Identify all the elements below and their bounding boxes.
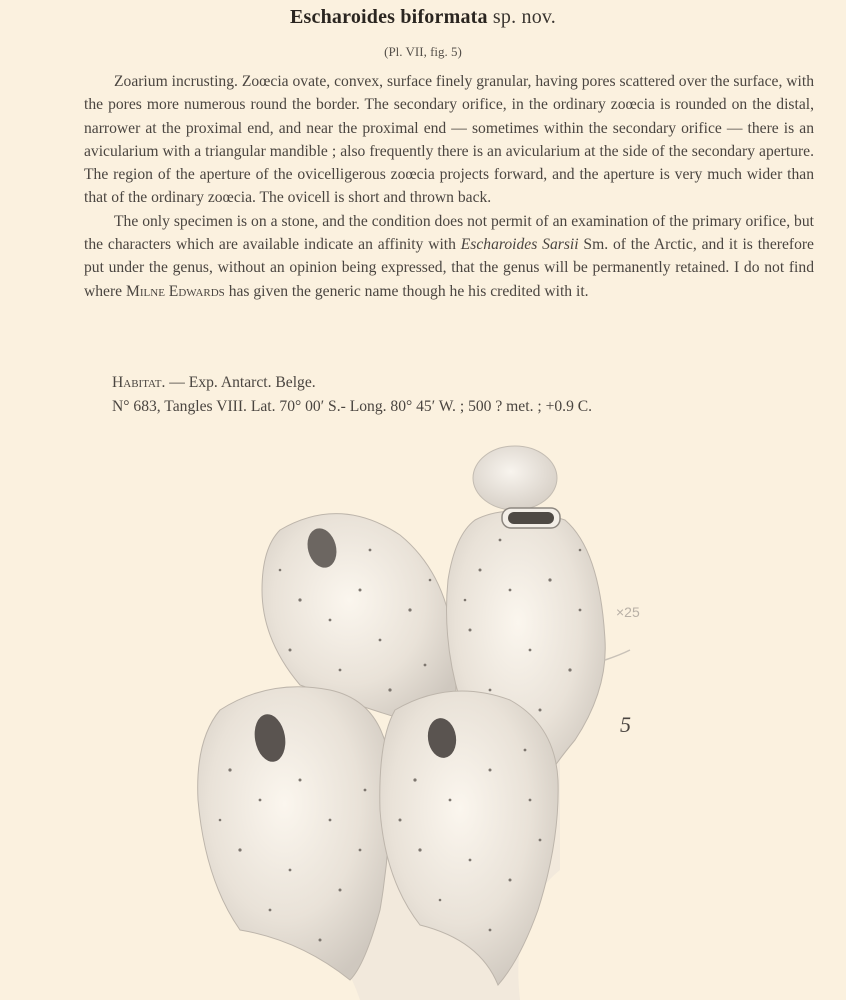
specimen-illustration	[180, 440, 660, 1000]
description-text	[84, 70, 814, 303]
colony-spine	[605, 650, 630, 660]
paragraph-2-part-b: Sm. of the Arctic, and it is therefore put under the genus, without an opinion being expressed, that the genus will be permanently retained. I do not find where	[84, 236, 814, 300]
page-title	[0, 6, 846, 29]
paragraph-2-part-c: has given the generic name though he his credited with it.	[228, 282, 589, 300]
species-name: Escharoides biformata	[289, 6, 488, 28]
author-name: Milne Edwards	[126, 282, 225, 300]
habitat-value: — Exp. Antarct. Belge.	[169, 374, 316, 391]
plate-reference: (Pl. VII, fig. 5)	[384, 44, 462, 59]
description-paragraph-1: Zoarium incrusting. Zoœcia ovate, convex, surface finely granular, having pores scattered over the surface, with the pores more numerous round the border. The secondary orifice, in the ordinary zoœcia is rounded on the distal, narrower at the proximal end, and near the proximal end — sometimes within the secondary orifice — there is an avicularium with a triangular mandible ; also frequently there is an avicularium at the side of the secondary aperture. The region of the aperture of the ovicelligerous zoœcia projects forward, and the aperture is very much wider than that of the ordinary zoœcia. The ovicell is short and thrown back.	[84, 73, 814, 207]
species-note: sp. nov.	[492, 6, 556, 28]
species-reference: Escharoides Sarsii	[460, 236, 579, 254]
station-line: N° 683, Tangles VIII. Lat. 70° 00′ S.- Long. 80° 45′ W. ; 500 ? met. ; +0.9 C.	[112, 398, 593, 415]
ovicell	[473, 446, 557, 510]
magnification-label: ×25	[616, 604, 640, 620]
habitat-label: Habitat.	[112, 374, 166, 391]
figure-number: 5	[620, 712, 631, 737]
habitat-line	[112, 374, 832, 392]
paragraph-2-part-a: The only specimen is on a stone, and the condition does not permit of an examination of the primary orifice, but the characters which are available indicate an affinity with	[84, 212, 814, 254]
description-paragraph-2	[84, 210, 814, 303]
zooecium-lower-left	[198, 687, 391, 980]
